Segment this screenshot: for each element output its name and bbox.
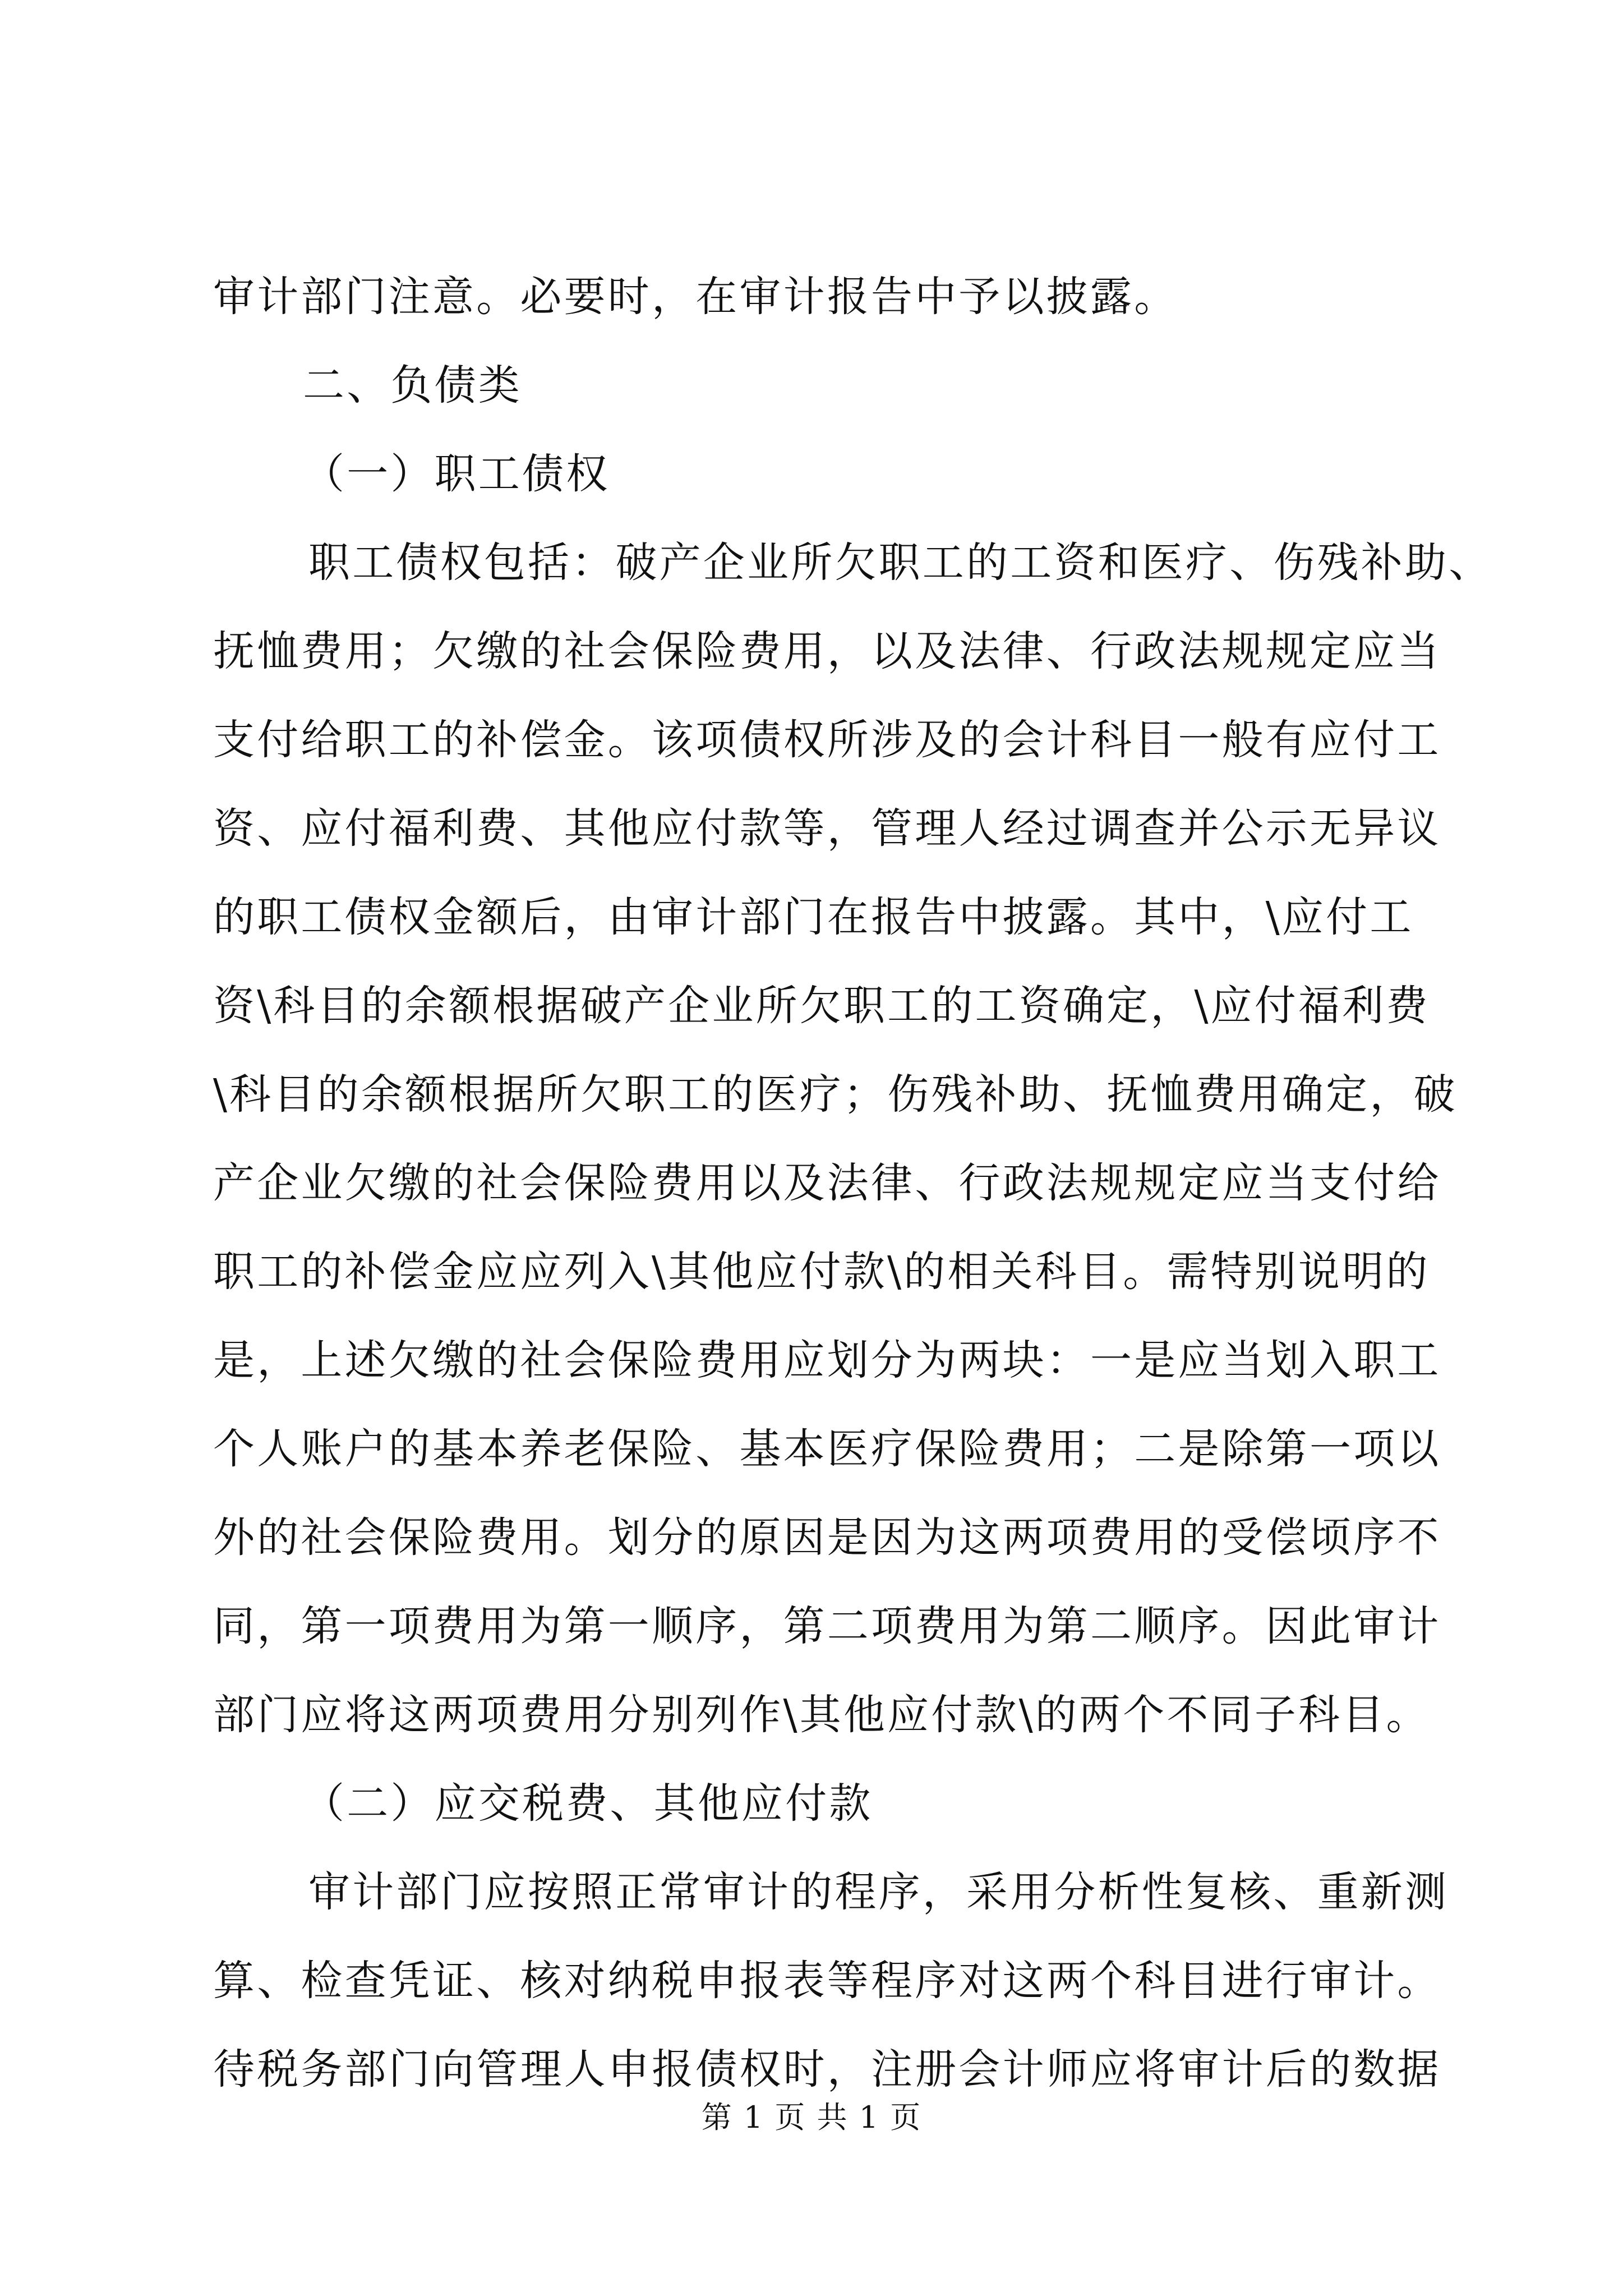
paragraph-line: 同，第一项费用为第一顺序，第二项费用为第二顺序。因此审计	[213, 1602, 1441, 1650]
document-body	[213, 252, 1493, 2114]
paragraph-line: 抚恤费用；欠缴的社会保险费用，以及法律、行政法规规定应当	[213, 627, 1441, 675]
paragraph-line: \科目的余额根据所欠职工的医疗；伤残补助、抚恤费用确定，破	[213, 1070, 1458, 1119]
paragraph-line: 的职工债权金额后，由审计部门在报告中披露。其中，\应付工	[213, 893, 1414, 941]
paragraph-line: 审计部门注意。必要时，在审计报告中予以披露。	[213, 273, 1178, 321]
subsection-heading: （一）职工债权	[303, 450, 610, 498]
paragraph-line: 是，上述欠缴的社会保险费用应划分为两块：一是应当划入职工	[213, 1336, 1441, 1384]
subsection-heading: （二）应交税费、其他应付款	[303, 1779, 873, 1828]
paragraph-line: 待税务部门向管理人申报债权时，注册会计师应将审计后的数据	[213, 2045, 1441, 2093]
paragraph-line: 资、应付福利费、其他应付款等，管理人经过调查并公示无异议	[213, 804, 1441, 853]
paragraph-line: 部门应将这两项费用分别列作\其他应付款\的两个不同子科目。	[213, 1691, 1430, 1739]
paragraph-line: 外的社会保险费用。划分的原因是因为这两项费用的受偿顷序不	[213, 1513, 1441, 1562]
paragraph-line: 支付给职工的补偿金。该项债权所涉及的会计科目一般有应付工	[213, 716, 1441, 764]
paragraph-line: 个人账户的基本养老保险、基本医疗保险费用；二是除第一项以	[213, 1425, 1441, 1473]
section-heading: 二、负债类	[303, 361, 522, 409]
paragraph-line: 职工的补偿金应应列入\其他应付款\的相关科目。需特别说明的	[213, 1248, 1430, 1296]
paragraph-line: 产企业欠缴的社会保险费用以及法律、行政法规规定应当支付给	[213, 1159, 1441, 1207]
page-number-footer: 第 1 页 共 1 页	[701, 2100, 922, 2135]
paragraph-line: 审计部门应按照正常审计的程序，采用分析性复核、重新测	[308, 1868, 1449, 1916]
paragraph-line: 职工债权包括：破产企业所欠职工的工资和医疗、伤残补助、	[308, 539, 1493, 587]
paragraph-line: 资\科目的余额根据破产企业所欠职工的工资确定，\应付福利费	[213, 982, 1430, 1030]
paragraph-line: 算、检查凭证、核对纳税申报表等程序对这两个科目进行审计。	[213, 1957, 1441, 2005]
